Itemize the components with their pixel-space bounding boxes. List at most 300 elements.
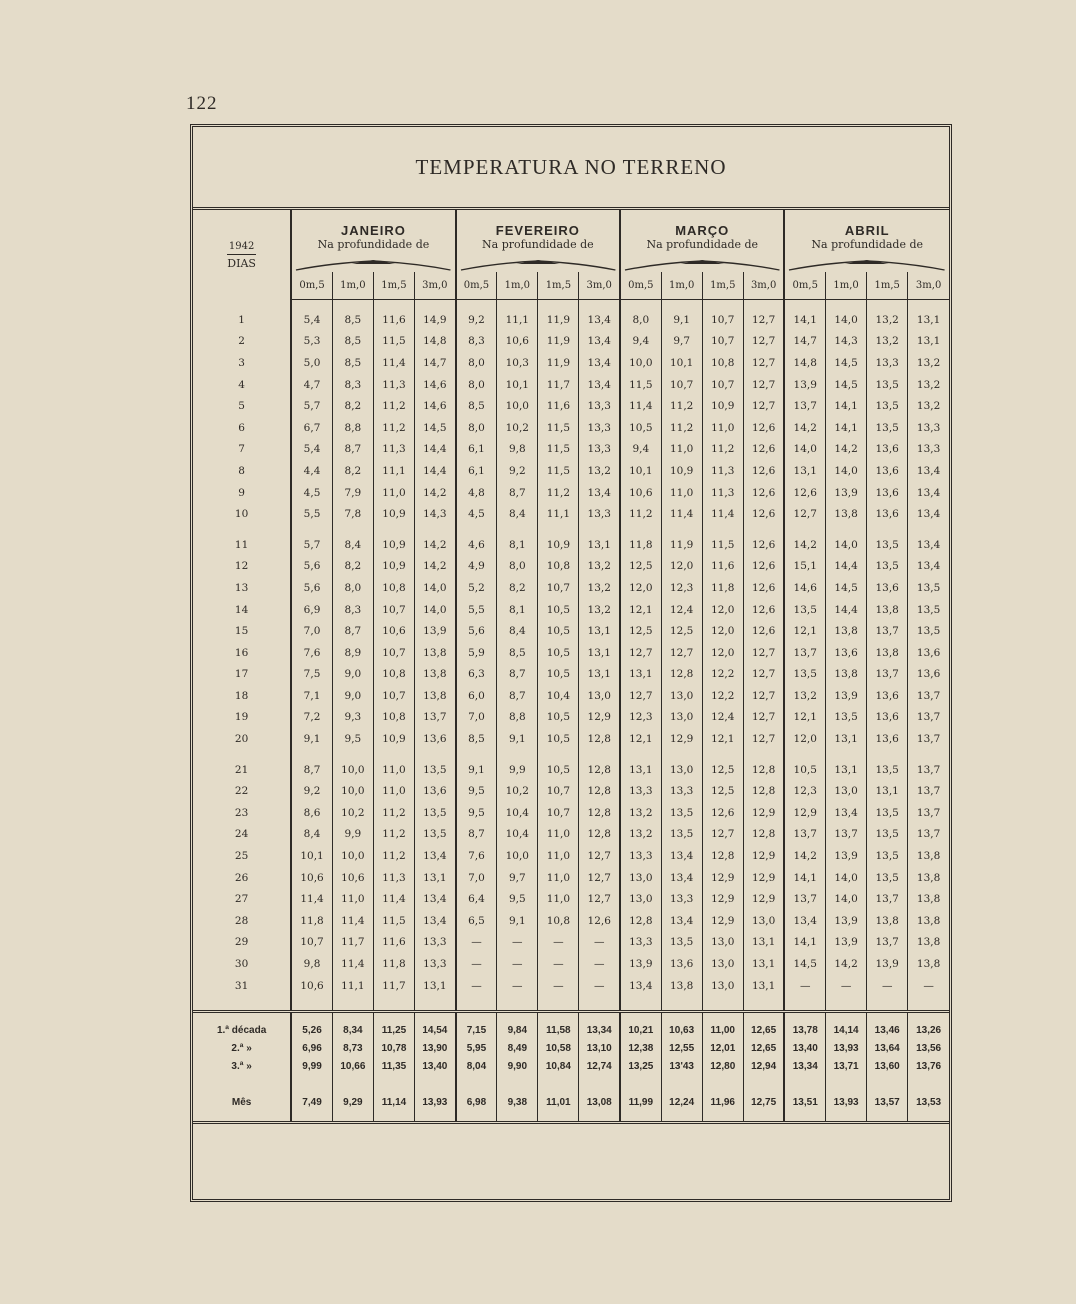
table-cell: 14,0: [826, 888, 867, 910]
day-label: 25: [234, 850, 249, 863]
table-cell: 13,4: [784, 910, 825, 932]
table-cell: 8,4: [497, 620, 538, 642]
table-cell: 11,2: [373, 845, 414, 867]
table-cell: 13,6: [415, 780, 456, 802]
table-cell: 8,0: [620, 309, 661, 331]
table-cell: 14,5: [784, 953, 825, 975]
table-cell: 11,5: [620, 374, 661, 396]
table-cell: 11,7: [373, 975, 414, 997]
table-cell: 12,3: [784, 780, 825, 802]
table-cell: 14,1: [784, 309, 825, 331]
table-cell: 8,7: [497, 664, 538, 686]
table-row: [193, 664, 949, 686]
table-row: [193, 331, 949, 353]
table-cell: 10,9: [373, 728, 414, 750]
table-cell: 4,4: [291, 460, 332, 482]
depth-header: 1m,0: [332, 272, 373, 300]
table-cell: 7,0: [456, 867, 497, 889]
summary-cell: 6,98: [456, 1091, 497, 1113]
brace-decoration: [456, 258, 620, 272]
summary-cell: 9,38: [497, 1091, 538, 1113]
table-cell: 11,1: [332, 975, 373, 997]
table-cell: 12,6: [743, 482, 784, 504]
table-cell: 8,7: [332, 439, 373, 461]
table-cell: 12,7: [579, 888, 620, 910]
table-cell: 13,7: [867, 932, 908, 954]
table-cell: 13,5: [415, 824, 456, 846]
table-cell: 8,2: [332, 556, 373, 578]
table-cell: 9,1: [456, 759, 497, 781]
table-cell: 13,3: [867, 352, 908, 374]
table-cell: 9,4: [620, 439, 661, 461]
table-cell: 13,0: [661, 685, 702, 707]
table-cell: 14,2: [784, 845, 825, 867]
table-cell: 6,7: [291, 417, 332, 439]
table-cell: 9,0: [332, 664, 373, 686]
day-label: 26: [234, 871, 249, 884]
table-cell: 11,6: [538, 395, 579, 417]
table-cell: —: [456, 975, 497, 997]
table-cell: 13,1: [620, 759, 661, 781]
table-cell: 7,9: [332, 482, 373, 504]
table-cell: 13,1: [415, 975, 456, 997]
table-cell: 10,6: [497, 331, 538, 353]
table-cell: 14,0: [826, 309, 867, 331]
summary-cell: 13,53: [908, 1091, 949, 1113]
table-cell: 5,5: [456, 599, 497, 621]
table-cell: 13,8: [415, 664, 456, 686]
table-cell: 10,7: [702, 309, 743, 331]
table-cell: 12,4: [702, 707, 743, 729]
table-cell: 5,0: [291, 352, 332, 374]
table-cell: 10,3: [497, 352, 538, 374]
table-row: [193, 888, 949, 910]
table-cell: 12,7: [743, 374, 784, 396]
table-cell: 12,2: [702, 664, 743, 686]
table-cell: 13,9: [826, 845, 867, 867]
day-label: 14: [234, 603, 249, 616]
table-cell: 10,5: [538, 759, 579, 781]
table-cell: 13,5: [867, 802, 908, 824]
table-cell: 8,3: [456, 331, 497, 353]
table-row: [193, 482, 949, 504]
table-cell: 13,6: [826, 642, 867, 664]
table-cell: 13,5: [415, 802, 456, 824]
table-cell: —: [538, 975, 579, 997]
table-cell: 8,7: [497, 482, 538, 504]
table-cell: 12,7: [784, 503, 825, 525]
table-cell: 14,7: [415, 352, 456, 374]
table-cell: 13,4: [579, 309, 620, 331]
summary-cell: 12,75: [743, 1091, 784, 1113]
table-cell: 10,4: [497, 802, 538, 824]
day-label: 30: [234, 958, 249, 971]
table-cell: 8,0: [332, 577, 373, 599]
table-cell: 12,7: [743, 352, 784, 374]
summary-cell: 11,96: [702, 1091, 743, 1113]
day-label: 17: [234, 668, 249, 681]
day-label: 2: [238, 335, 245, 348]
day-label: 21: [234, 763, 249, 776]
table-cell: 11,0: [373, 780, 414, 802]
table-cell: 14,0: [415, 577, 456, 599]
depth-header: 1m,0: [661, 272, 702, 300]
day-label: 23: [234, 806, 249, 819]
table-cell: 9,2: [497, 460, 538, 482]
table-cell: 14,2: [784, 534, 825, 556]
table-cell: 6,1: [456, 439, 497, 461]
table-cell: 13,4: [908, 556, 949, 578]
table-cell: 5,7: [291, 534, 332, 556]
table-cell: 12,0: [702, 642, 743, 664]
summary-cell: 14,54: [415, 1021, 456, 1039]
table-cell: 5,6: [291, 577, 332, 599]
table-cell: 10,4: [538, 685, 579, 707]
table-cell: 12,6: [743, 439, 784, 461]
table-cell: 11,0: [373, 759, 414, 781]
table-cell: 13,2: [908, 374, 949, 396]
table-cell: 13,5: [661, 932, 702, 954]
table-cell: 12,7: [743, 685, 784, 707]
table-cell: 12,8: [620, 910, 661, 932]
table-cell: 4,5: [291, 482, 332, 504]
table-cell: 11,9: [538, 331, 579, 353]
table-cell: 11,2: [373, 824, 414, 846]
summary-cell: 12,65: [743, 1021, 784, 1039]
table-cell: 13,1: [826, 759, 867, 781]
table-cell: 12,9: [743, 802, 784, 824]
table-cell: 8,5: [456, 728, 497, 750]
table-cell: 10,7: [702, 331, 743, 353]
day-label: 15: [234, 625, 249, 638]
decade-mean-row: [193, 1057, 949, 1075]
table-cell: 8,4: [291, 824, 332, 846]
table-cell: 8,5: [332, 352, 373, 374]
table-cell: 7,8: [332, 503, 373, 525]
table-cell: 12,9: [743, 888, 784, 910]
summary-cell: 12,65: [743, 1039, 784, 1057]
table-cell: 13,8: [867, 599, 908, 621]
table-cell: 13,1: [415, 867, 456, 889]
table-cell: 12,1: [702, 728, 743, 750]
table-cell: 9,3: [332, 707, 373, 729]
summary-cell: 8,73: [332, 1039, 373, 1057]
day-label: 29: [234, 936, 249, 949]
table-cell: 8,3: [332, 599, 373, 621]
table-cell: 13,5: [867, 759, 908, 781]
table-cell: —: [497, 975, 538, 997]
table-cell: 12,1: [620, 599, 661, 621]
table-cell: 13,4: [579, 331, 620, 353]
day-label: 24: [234, 828, 249, 841]
table-cell: 14,4: [826, 599, 867, 621]
table-cell: 10,1: [291, 845, 332, 867]
table-cell: 9,5: [332, 728, 373, 750]
depth-header: 1m,5: [373, 272, 414, 300]
table-cell: 12,8: [579, 802, 620, 824]
table-cell: 5,6: [291, 556, 332, 578]
table-cell: 13,1: [579, 620, 620, 642]
table-cell: 14,0: [826, 867, 867, 889]
table-cell: 5,7: [291, 395, 332, 417]
table-cell: 11,5: [538, 439, 579, 461]
month-header-february: FEVEREIRO: [456, 210, 620, 238]
table-cell: 5,4: [291, 439, 332, 461]
day-label: 9: [238, 486, 245, 499]
table-cell: 8,0: [456, 374, 497, 396]
table-cell: 11,9: [538, 309, 579, 331]
summary-cell: 11,35: [373, 1057, 414, 1075]
table-cell: 13,5: [867, 556, 908, 578]
table-cell: —: [579, 932, 620, 954]
table-cell: 14,5: [415, 417, 456, 439]
table-cell: 11,5: [373, 331, 414, 353]
table-cell: 13,8: [826, 503, 867, 525]
table-row: [193, 780, 949, 802]
table-cell: 8,7: [291, 759, 332, 781]
summary-cell: 5,95: [456, 1039, 497, 1057]
summary-cell: 10,66: [332, 1057, 373, 1075]
table-cell: 13,4: [908, 503, 949, 525]
table-cell: 11,5: [373, 910, 414, 932]
table-row: [193, 685, 949, 707]
summary-cell: 13,25: [620, 1057, 661, 1075]
day-label: 16: [234, 646, 249, 659]
summary-cell: 13,51: [784, 1091, 825, 1113]
table-cell: 13,7: [415, 707, 456, 729]
table-cell: 13,5: [661, 824, 702, 846]
summary-cell: 11,00: [702, 1021, 743, 1039]
table-cell: 13,2: [620, 802, 661, 824]
table-cell: 13,1: [743, 953, 784, 975]
table-cell: 11,2: [661, 395, 702, 417]
table-cell: 8,5: [497, 642, 538, 664]
table-cell: 12,7: [743, 395, 784, 417]
table-cell: 10,9: [373, 503, 414, 525]
table-cell: 14,0: [826, 534, 867, 556]
table-cell: 14,8: [784, 352, 825, 374]
table-cell: 9,8: [291, 953, 332, 975]
table-cell: 12,9: [702, 910, 743, 932]
table-cell: 13,5: [867, 824, 908, 846]
table-row: [193, 534, 949, 556]
summary-cell: 7,15: [456, 1021, 497, 1039]
month-header-january: JANEIRO: [291, 210, 455, 238]
table-cell: 11,3: [702, 460, 743, 482]
table-cell: 13,4: [661, 910, 702, 932]
table-cell: 14,8: [415, 331, 456, 353]
table-cell: 10,6: [291, 975, 332, 997]
day-label: 8: [238, 464, 245, 477]
table-cell: 12,8: [661, 664, 702, 686]
table-cell: 10,4: [497, 824, 538, 846]
summary-cell: 12,80: [702, 1057, 743, 1075]
table-cell: 9,9: [332, 824, 373, 846]
table-cell: 11,9: [538, 352, 579, 374]
table-cell: 12,8: [579, 824, 620, 846]
table-cell: 13,6: [867, 439, 908, 461]
table-cell: 13,0: [661, 759, 702, 781]
table-cell: 12,7: [661, 642, 702, 664]
table-cell: 14,6: [415, 374, 456, 396]
depth-header: 3m,0: [743, 272, 784, 300]
table-cell: 14,2: [415, 482, 456, 504]
month-mean-row: [193, 1091, 949, 1113]
table-cell: 6,0: [456, 685, 497, 707]
table-cell: 6,4: [456, 888, 497, 910]
table-cell: 11,4: [661, 503, 702, 525]
summary-cell: 13,78: [784, 1021, 825, 1039]
table-row: [193, 932, 949, 954]
table-cell: 13,4: [908, 534, 949, 556]
table-row: [193, 953, 949, 975]
summary-cell: 13,93: [415, 1091, 456, 1113]
table-cell: 9,8: [497, 439, 538, 461]
table-cell: 10,7: [538, 802, 579, 824]
summary-cell: 13,56: [908, 1039, 949, 1057]
table-cell: 13,8: [826, 620, 867, 642]
summary-label: 2.ª »: [231, 1042, 252, 1054]
table-cell: 13,3: [579, 439, 620, 461]
summary-cell: 11,14: [373, 1091, 414, 1113]
table-cell: 5,3: [291, 331, 332, 353]
table-cell: 13,6: [867, 503, 908, 525]
summary-cell: 13,26: [908, 1021, 949, 1039]
table-cell: 9,5: [456, 802, 497, 824]
summary-cell: 10,63: [661, 1021, 702, 1039]
table-cell: 14,0: [415, 599, 456, 621]
table-cell: —: [867, 975, 908, 997]
table-cell: 13,0: [743, 910, 784, 932]
day-label: 4: [238, 378, 245, 391]
table-cell: 8,5: [332, 309, 373, 331]
table-row: [193, 910, 949, 932]
table-cell: 15,1: [784, 556, 825, 578]
table-cell: 13,6: [908, 664, 949, 686]
table-cell: 11,7: [538, 374, 579, 396]
table-cell: 13,3: [579, 417, 620, 439]
table-cell: 10,2: [497, 780, 538, 802]
table-cell: 8,0: [456, 352, 497, 374]
table-cell: —: [579, 975, 620, 997]
table-cell: 9,1: [497, 910, 538, 932]
table-cell: 13,7: [908, 824, 949, 846]
table-cell: 13,3: [579, 395, 620, 417]
day-label: 19: [234, 711, 249, 724]
table-cell: 13,4: [826, 802, 867, 824]
summary-cell: 13,57: [867, 1091, 908, 1113]
table-cell: 13,5: [867, 867, 908, 889]
table-cell: 13,6: [867, 728, 908, 750]
table-cell: 8,9: [332, 642, 373, 664]
table-cell: 13,4: [415, 845, 456, 867]
table-cell: 13,1: [826, 728, 867, 750]
table-cell: 11,2: [373, 417, 414, 439]
table-row: [193, 642, 949, 664]
table-cell: 10,9: [373, 556, 414, 578]
table-cell: 8,2: [497, 577, 538, 599]
table-cell: 13,6: [867, 707, 908, 729]
table-cell: 12,8: [702, 845, 743, 867]
table-cell: 13,2: [908, 352, 949, 374]
table-cell: 13,3: [908, 439, 949, 461]
table-cell: —: [456, 953, 497, 975]
table-cell: 13,7: [867, 664, 908, 686]
summary-cell: 6,96: [291, 1039, 332, 1057]
table-cell: 8,0: [456, 417, 497, 439]
table-cell: 13,8: [415, 642, 456, 664]
table-cell: 13,7: [908, 802, 949, 824]
table-cell: 11,8: [373, 953, 414, 975]
table-cell: 12,6: [579, 910, 620, 932]
table-cell: 13,5: [908, 620, 949, 642]
table-cell: 13,7: [908, 780, 949, 802]
table-cell: 13,5: [826, 707, 867, 729]
table-cell: 14,6: [415, 395, 456, 417]
summary-cell: 11,99: [620, 1091, 661, 1113]
summary-label: Mês: [231, 1096, 252, 1108]
table-cell: 14,0: [826, 460, 867, 482]
depth-header: 1m,0: [826, 272, 867, 300]
table-row: [193, 759, 949, 781]
table-cell: 12,9: [579, 707, 620, 729]
table-cell: 13,9: [620, 953, 661, 975]
table-cell: 10,9: [538, 534, 579, 556]
summary-cell: 13,76: [908, 1057, 949, 1075]
table-cell: 8,1: [497, 599, 538, 621]
table-cell: 6,1: [456, 460, 497, 482]
depth-subtitle: Na profundidade de: [620, 238, 784, 258]
summary-cell: 11,58: [538, 1021, 579, 1039]
table-cell: 12,6: [784, 482, 825, 504]
table-cell: 13,2: [784, 685, 825, 707]
table-cell: 13,1: [908, 309, 949, 331]
table-cell: 8,2: [332, 460, 373, 482]
table-cell: 11,3: [702, 482, 743, 504]
table-cell: 10,0: [497, 845, 538, 867]
summary-cell: 13,10: [579, 1039, 620, 1057]
table-cell: 13,5: [867, 845, 908, 867]
summary-cell: 10,78: [373, 1039, 414, 1057]
table-cell: 12,9: [743, 867, 784, 889]
table-cell: 8,0: [497, 556, 538, 578]
table-cell: 10,7: [291, 932, 332, 954]
table-cell: 11,4: [373, 888, 414, 910]
table-cell: 13,7: [908, 707, 949, 729]
table-cell: 13,1: [579, 664, 620, 686]
table-cell: 14,3: [826, 331, 867, 353]
table-cell: 11,5: [702, 534, 743, 556]
depth-header: 0m,5: [620, 272, 661, 300]
table-cell: 11,5: [538, 460, 579, 482]
summary-cell: 13,40: [784, 1039, 825, 1057]
table-cell: 9,1: [661, 309, 702, 331]
table-cell: 11,4: [291, 888, 332, 910]
table-cell: 10,5: [538, 620, 579, 642]
table-cell: 11,0: [702, 417, 743, 439]
table-cell: 11,3: [373, 374, 414, 396]
table-cell: 8,5: [332, 331, 373, 353]
table-cell: 12,8: [743, 824, 784, 846]
table-cell: 10,2: [497, 417, 538, 439]
table-cell: 13,0: [702, 975, 743, 997]
table-cell: 11,1: [497, 309, 538, 331]
table-cell: 13,5: [867, 374, 908, 396]
table-cell: 10,0: [332, 845, 373, 867]
table-cell: 13,6: [867, 460, 908, 482]
day-label: 3: [238, 356, 245, 369]
summary-cell: 10,58: [538, 1039, 579, 1057]
